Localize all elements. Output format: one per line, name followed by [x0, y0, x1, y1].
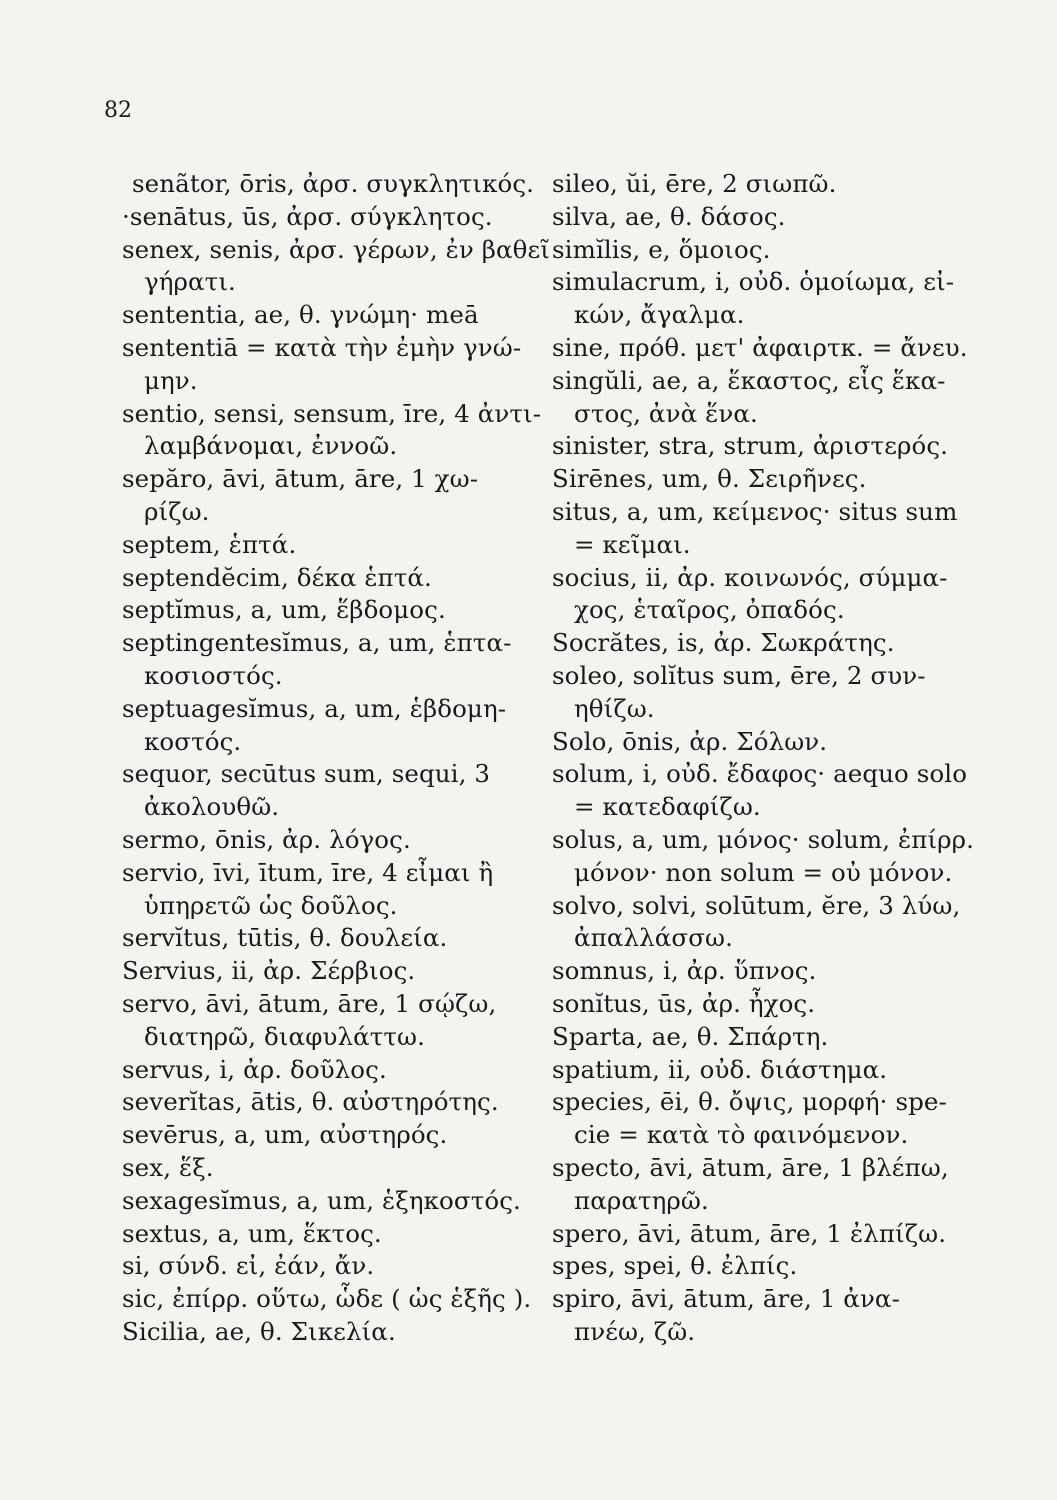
right-column — [552, 168, 1002, 1349]
entry-continuation-line: γήρατι. — [144, 267, 236, 297]
entry-line: sepăro, āvi, ātum, āre, 1 χω- — [122, 464, 479, 494]
entry-continuation-line: κοστός. — [144, 726, 242, 756]
entry-line: Sicilia, ae, θ. Σικελία. — [122, 1316, 396, 1346]
entry-continuation-line: ἀκολουθῶ. — [144, 792, 280, 822]
entry-line: solvo, solvi, solūtum, ĕre, 3 λύω, — [552, 890, 961, 920]
entry-line: senãtor, ōris, ἀρσ. συγκλητικός. — [132, 169, 535, 198]
entry-continuation-line: = κατεδαφίζω. — [574, 792, 761, 822]
entry-line: Sparta, ae, θ. Σπάρτη. — [552, 1021, 829, 1051]
entry-line: sinister, stra, strum, ἀριστερός. — [552, 431, 949, 461]
entry-line: servo, āvi, ātum, āre, 1 σῴζω, — [122, 988, 497, 1018]
entry-line: sexagesĭmus, a, um, ἑξηκοστός. — [122, 1185, 521, 1215]
entry-line: septem, ἑπτά. — [122, 529, 297, 559]
page-number: 82 — [104, 98, 132, 123]
entry-line: spatium, ii, οὐδ. διάστημα. — [552, 1054, 888, 1084]
entry-continuation-line: ὑπηρετῶ ὡς δοῦλος. — [144, 890, 398, 920]
entry-continuation-line: cie = κατὰ τὸ φαινόμενον. — [574, 1120, 909, 1150]
entry-line: Solo, ōnis, ἀρ. Σόλων. — [552, 726, 828, 756]
entry-line: simĭlis, e, ὅμοιος. — [552, 234, 771, 264]
left-column — [122, 168, 550, 1349]
entry-line: specto, āvi, ātum, āre, 1 βλέπω, — [552, 1152, 949, 1182]
entry-line: simulacrum, i, οὐδ. ὁμοίωμα, εἰ- — [552, 267, 955, 297]
entry-continuation-line: ηθίζω. — [574, 693, 655, 723]
entry-line: spero, āvi, ātum, āre, 1 ἐλπίζω. — [552, 1218, 947, 1248]
entry-line: sex, ἕξ. — [122, 1152, 214, 1182]
entry-line: severĭtas, ātis, θ. αὐστηρότης. — [122, 1087, 499, 1117]
entry-line: senex, senis, ἀρσ. γέρων, ἐν βαθεῖ — [122, 234, 550, 264]
entry-line: solum, i, οὐδ. ἔδαφος· aequo solo — [552, 759, 968, 789]
entry-line: sextus, a, um, ἕκτος. — [122, 1218, 382, 1248]
entry-line: sonĭtus, ūs, ἀρ. ἦχος. — [552, 988, 816, 1018]
entry-line: sententia, ae, θ. γνώμη· meā — [122, 300, 479, 330]
entry-line: sententiā = κατὰ τὴν ἐμὴν γνώ- — [122, 332, 522, 362]
entry-line: Servius, ii, ἀρ. Σέρβιος. — [122, 956, 416, 986]
entry-line: silva, ae, θ. δάσος. — [552, 201, 786, 231]
entry-line: solus, a, um, μόνος· solum, ἐπίρρ. — [552, 824, 975, 854]
entry-line: si, σύνδ. εἰ, ἐάν, ἄν. — [122, 1251, 375, 1281]
entry-continuation-line: μην. — [144, 365, 198, 395]
entry-line: sevērus, a, um, αὐστηρός. — [122, 1120, 448, 1150]
entry-line: Socrătes, is, ἀρ. Σωκράτης. — [552, 628, 895, 658]
entry-line: servus, i, ἀρ. δοῦλος. — [122, 1054, 387, 1084]
entry-continuation-line: διατηρῶ, διαφυλάττω. — [144, 1021, 425, 1051]
entry-line: species, ēi, θ. ὄψις, μορφή· spe- — [552, 1087, 947, 1117]
entry-line: singŭli, ae, a, ἕκαστος, εἷς ἕκα- — [552, 365, 946, 395]
entry-line: spes, spei, θ. ἐλπίς. — [552, 1251, 798, 1281]
entry-continuation-line: στος, ἀνὰ ἕνα. — [574, 398, 758, 428]
entry-line: sentio, sensi, sensum, īre, 4 ἀντι- — [122, 398, 542, 428]
entry-line: septuagesĭmus, a, um, ἑβδομη- — [122, 693, 507, 723]
entry-line: septĭmus, a, um, ἕβδομος. — [122, 595, 446, 625]
entry-line: septendĕcim, δέκα ἑπτά. — [122, 562, 432, 592]
entry-continuation-line: ρίζω. — [144, 496, 210, 526]
entry-continuation-line: = κεῖμαι. — [574, 529, 691, 559]
entry-line: servĭtus, tūtis, θ. δουλεία. — [122, 923, 448, 953]
entry-continuation-line: παρατηρῶ. — [574, 1185, 709, 1215]
entry-line: socius, ii, ἀρ. κοινωνός, σύμμα- — [552, 562, 948, 592]
entry-line: ·senātus, ūs, ἀρσ. σύγκλητος. — [122, 201, 493, 231]
entry-continuation-line: μόνον· non solum = οὐ μόνον. — [574, 857, 953, 887]
entry-line: sileo, ŭi, ēre, 2 σιωπῶ. — [552, 169, 837, 198]
entry-continuation-line: χος, ἑταῖρος, ὀπαδός. — [574, 595, 845, 625]
entry-continuation-line: κοσιοστός. — [144, 660, 283, 690]
entry-continuation-line: ἀπαλλάσσω. — [574, 923, 734, 953]
entry-line: sermo, ōnis, ἀρ. λόγος. — [122, 824, 411, 854]
entry-line: servio, īvi, ītum, īre, 4 εἶμαι ἢ — [122, 857, 494, 887]
entry-line: soleo, solĭtus sum, ēre, 2 συν- — [552, 660, 926, 690]
entry-continuation-line: κών, ἄγαλμα. — [574, 300, 745, 330]
entry-line: sic, ἐπίρρ. οὕτω, ὧδε ( ὡς ἑξῆς ). — [122, 1284, 532, 1314]
entry-line: spiro, āvi, ātum, āre, 1 ἀνα- — [552, 1284, 900, 1314]
entry-continuation-line: πνέω, ζῶ. — [574, 1316, 696, 1346]
entry-line: somnus, i, ἀρ. ὕπνος. — [552, 956, 817, 986]
entry-line: situs, a, um, κείμενος· situs sum — [552, 496, 958, 526]
entry-line: septingentesĭmus, a, um, ἑπτα- — [122, 628, 512, 658]
entry-line: Sirēnes, um, θ. Σειρῆνες. — [552, 464, 867, 494]
entry-line: sine, πρόθ. μετ' ἀφαιρτκ. = ἄνευ. — [552, 332, 968, 362]
entry-line: sequor, secūtus sum, sequi, 3 — [122, 759, 491, 789]
entry-continuation-line: λαμβάνομαι, ἐννοῶ. — [144, 431, 398, 461]
